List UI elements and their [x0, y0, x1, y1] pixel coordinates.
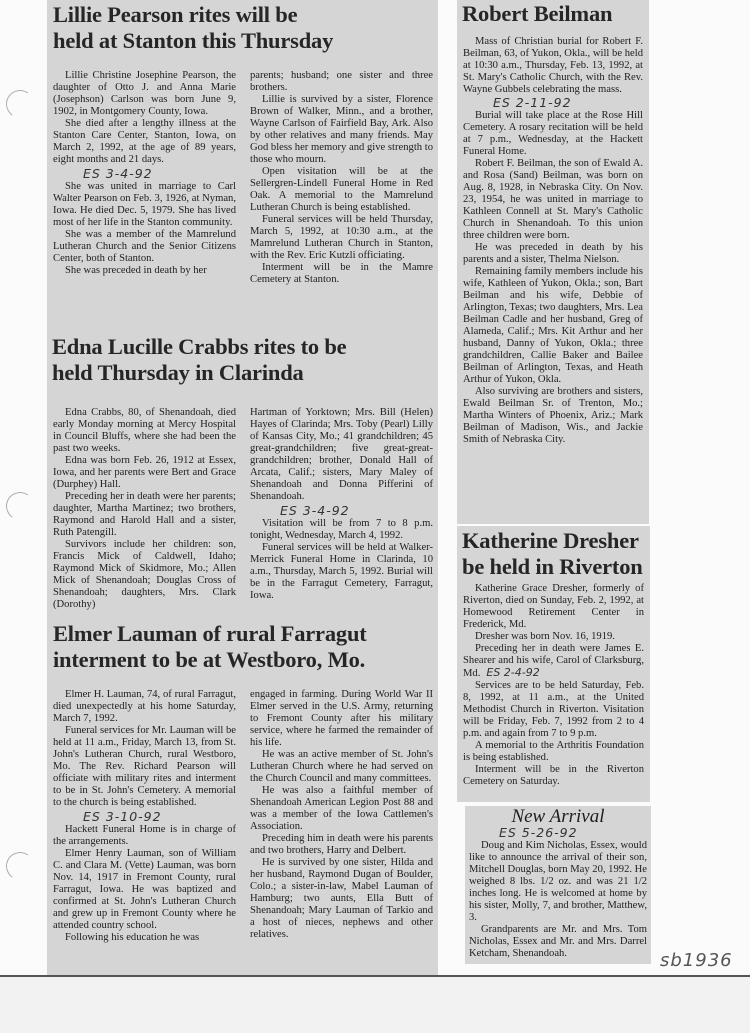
paragraph [53, 689, 236, 725]
paragraph [463, 158, 643, 242]
paragraph-text: He was also a faithful member of Shenandoah American Legion Post 88 and was a member of the Iowa Cattlemen's Association. [250, 785, 433, 832]
paragraph-text: Interment will be in the Riverton Cemetery on Saturday. [463, 764, 644, 787]
clipping-lauman [47, 619, 438, 975]
headline: Robert Beilman [462, 1, 613, 26]
paragraph [463, 680, 644, 740]
paragraph-text: Preceding him in death were his parents and two brothers, Harry and Delbert. [250, 833, 433, 856]
paragraph [469, 840, 647, 924]
headline: Edna Lucille Crabbs rites to be [52, 334, 347, 359]
paragraph-text: Open visitation will be at the Sellergren-Lindell Funeral Home in Red Oak. A memorial to the Mamrelund Lutheran Church is being established. [250, 166, 433, 213]
paragraph [463, 386, 643, 446]
paragraph-text: Elmer Henry Lauman, son of William C. and Clara M. (Vette) Lauman, was born Nov. 14, 1917 in Fremont County, rural Farragut, Iowa. He was baptized and confirmed at St. John's Lutheran Church and grew up in Fremont County where he attended country school. [53, 848, 236, 931]
paragraph-text: Funeral services for Mr. Lauman will be held at 11 a.m., Friday, March 13, from St. John's Lutheran Church, rural Westboro, Mo. The Rev. Richard Pearson will officiate with military rites and interment to be in St. John's Cemetery. A memorial to the church is being established. [53, 725, 236, 808]
article-body [469, 826, 647, 960]
clipping-new-arrival [465, 806, 651, 964]
paragraph-text: Also surviving are brothers and sisters, Ewald Beilman Sr. of Trenton, Mo.; Martha Winters of Phoenix, Ariz.; Mark Beilman of Madison, Wis., and Jackie Smith of Nebraska City. [463, 386, 643, 445]
paragraph-text: She was a member of the Mamrelund Lutheran Church and the Senior Citizens Center, both of Stanton. [53, 229, 236, 264]
column-left [53, 407, 236, 611]
paragraph-text: Remaining family members include his wife, Kathleen of Yukon, Okla.; son, Bart Beilman and his wife, Debbie of Arlington, Texas; two daughters, Mrs. Lea Beilman Cadle and her husband, Greg of Alameda, Calif.; Mrs. Kit Arthur and her husband, Danny of Yukon, Okla.; three grandchildren, Callie Baker and Bailee Beilman of Arlington, Texas, and Heath Arthur of Yukon, Okla. [463, 266, 643, 385]
paragraph [463, 631, 644, 643]
archive-number: sb1936 [660, 950, 733, 971]
handwritten-date-note: ES 2-4-92 [486, 666, 540, 679]
handwritten-date-note: ES 5-26-92 [499, 825, 578, 840]
headline: Lillie Pearson rites will be [53, 2, 298, 27]
paragraph [250, 94, 433, 166]
article-body [463, 583, 644, 788]
paragraph-text: engaged in farming. During World War II Elmer served in the U.S. Army, returning to Fremont County after his military service, where he farmed the remainder of his life. [250, 689, 433, 748]
paragraph-text: Hackett Funeral Home is in charge of the arrangements. [53, 824, 236, 847]
paragraph-text: Edna Crabbs, 80, of Shenandoah, died early Monday morning at Mercy Hospital in Council Bluffs, where she had been the past two weeks. [53, 407, 236, 454]
paragraph [53, 824, 236, 848]
paragraph [250, 166, 433, 214]
paragraph [53, 848, 236, 932]
paragraph [53, 118, 236, 166]
paragraph [250, 542, 433, 602]
paragraph [250, 833, 433, 857]
paragraph [463, 740, 644, 764]
paragraph-text: Dresher was born Nov. 16, 1919. [475, 631, 615, 642]
paragraph [250, 689, 433, 749]
paragraph-text: She was preceded in death by her [65, 265, 207, 276]
paragraph [469, 924, 647, 960]
paragraph [463, 242, 643, 266]
paragraph [250, 70, 433, 94]
paragraph [250, 214, 433, 262]
headline: Katherine Dresher [462, 528, 639, 553]
headline: held at Stanton this Thursday [53, 28, 334, 53]
handwritten-date-note: ES 2-11-92 [493, 95, 572, 110]
paragraph-text: Services are to be held Saturday, Feb. 8, 1992, at 11 a.m., at the United Methodist Church in Riverton. Visitation will be Friday, Feb. 7, 1992 from 2 to 4 p.m. and again from 7 to 9 p.m. [463, 680, 644, 739]
paragraph [463, 36, 643, 96]
paragraph [250, 262, 433, 286]
paragraph-text: Doug and Kim Nicholas, Essex, would like to announce the arrival of their son, Mitchell Douglas, born May 20, 1992. He weighed 8 lbs. 1/2 oz. and was 21 1/2 inches long. He is welcomed at home by his sister, Molly, 7, and brother, Matthew, 3. [469, 840, 648, 923]
paragraph-text: Preceding her in death were James E. Shearer and his wife, Carol of Clarksburg, Md. [463, 643, 644, 679]
column-left [53, 70, 236, 286]
paragraph [53, 455, 236, 491]
paragraph [53, 491, 236, 539]
paragraph-text: parents; husband; one sister and three brothers. [250, 70, 433, 93]
paragraph-text: Following his education he was [65, 932, 200, 943]
paragraph-text: He was preceded in death by his parents and a sister, Thelma Nielson. [463, 242, 643, 265]
clipping-crabbs [47, 332, 438, 619]
paragraph-text: Mass of Christian burial for Robert F. Beilman, 63, of Yukon, Okla., will be held at 10:30 a.m., Thursday, Feb. 13, 1992, at St. Mary's Catholic Church, with the Rev. Wayne Gubbels celebrating the mass. [463, 36, 643, 95]
handwritten-date-note: ES 3-4-92 [83, 166, 153, 181]
clipping-beilman [457, 0, 649, 524]
paragraph [250, 518, 433, 542]
article-body [463, 36, 643, 446]
column-right [250, 407, 433, 611]
paragraph-text: A memorial to the Arthritis Foundation is being established. [463, 740, 644, 763]
paragraph [53, 932, 236, 944]
paragraph-text: He was an active member of St. John's Lutheran Church where he had served on the Church Council and many committees. [250, 749, 433, 784]
paragraph [53, 265, 236, 277]
paragraph-text: Lillie Christine Josephine Pearson, the daughter of Otto J. and Anna Marie (Josephson) Carlson was born June 9, 1902, in Montgomery County, Iowa. [53, 70, 236, 117]
paragraph-text: Preceding her in death were her parents; daughter, Martha Martinez; two brothers, Raymond and Harold Hall and a sister, Ruth Patengill. [53, 491, 236, 538]
paragraph-text: Grandparents are Mr. and Mrs. Tom Nicholas, Essex and Mr. and Mrs. Darrel Ketcham, Shenandoah. [469, 924, 647, 959]
headline: Elmer Lauman of rural Farragut [53, 621, 367, 646]
paragraph-text: He is survived by one sister, Hilda and her husband, Raymond Dugan of Boulder, Colo.; a sister-in-law, Mabel Lauman of Hamburg; two aunts, Ella Butt of Shenandoah; Mary Lauman of Tarkio and a host of nieces, nephews and other relatives. [250, 857, 433, 940]
paragraph-text: Funeral services will be held Thursday, March 5, 1992, at 10:30 a.m., at the Mamrelund Lutheran Church in Stanton, with the Rev. Eric Kutzli officiating. [250, 214, 433, 261]
paragraph-text: Funeral services will be held at Walker-Merrick Funeral Home in Clarinda, 10 a.m., Thursday, March 5, 1992. Burial will be in the Farragut Cemetery, Farragut, Iowa. [250, 542, 433, 601]
paragraph [53, 229, 236, 265]
paragraph-text: Katherine Grace Dresher, formerly of Riverton, died on Sunday, Feb. 2, 1992, at Homewood Retirement Center in Frederick, Md. [463, 583, 644, 630]
paragraph-text: Interment will be in the Mamre Cemetery at Stanton. [250, 262, 433, 285]
headline: be held in Riverton [462, 554, 643, 579]
paragraph [250, 857, 433, 941]
paragraph [463, 583, 644, 631]
clipping-dresher [457, 526, 650, 802]
headline: New Arrival [511, 806, 605, 827]
paragraph-text: She was united in marriage to Carl Walter Pearson on Feb. 3, 1926, at Nyman, Iowa. He died Dec. 5, 1979. She has lived most of her life in the Stanton community. [53, 181, 236, 228]
paragraph [53, 725, 236, 809]
paragraph-text: Survivors include her children: son, Francis Mick of Caldwell, Idaho; Raymond Mick of Skidmore, Mo.; Allen Mick of Shenandoah; Douglas Cross of Shenandoah; daughters, Mrs. Clark (Dorothy) [53, 539, 236, 610]
paragraph-text: She died after a lengthy illness at the Stanton Care Center, Stanton, Iowa, on March 2, 1992, at the age of 89 years, eight months and 21 days. [53, 118, 236, 165]
paragraph [250, 785, 433, 833]
paragraph-text: Robert F. Beilman, the son of Ewald A. and Rosa (Sand) Beilman, was born on Aug. 8, 1928, in Nebraska City. On Nov. 23, 1954, he was united in marriage to Kathleen Connell at St. Mary's Catholic Church in Shenandoah. To this union three children were born. [463, 158, 643, 241]
paragraph [53, 181, 236, 229]
paragraph [53, 407, 236, 455]
paragraph [53, 70, 236, 118]
scanner-background [0, 977, 750, 1033]
column-right [250, 689, 433, 944]
paragraph-text: Burial will take place at the Rose Hill Cemetery. A rosary recitation will be held at 7 p.m., Wednesday, at the Hackett Funeral Home. [463, 110, 643, 157]
paragraph [53, 539, 236, 611]
clipping-pearson [47, 0, 438, 332]
paragraph [463, 643, 644, 680]
paragraph [463, 110, 643, 158]
column-left [53, 689, 236, 944]
paragraph [250, 407, 433, 503]
paragraph [463, 266, 643, 386]
paragraph-text: Lillie is survived by a sister, Florence Brown of Walker, Minn., and a brother, Wayne Carlson of Fairfield Bay, Ark. Also by other relatives and many friends. May God bless her memory and give strength to those who mourn. [250, 94, 433, 165]
headline: interment to be at Westboro, Mo. [53, 647, 366, 672]
paragraph-text: Hartman of Yorktown; Mrs. Bill (Helen) Hayes of Clarinda; Mrs. Toby (Pearl) Lilly of Kansas City, Mo.; 41 grandchildren; 45 great-grandchildren; five great-great-grandchildren; brother, Donald Hall of Arcata, Calif.; sisters, Mary Maley of Shenandoah and Donna Pifferini of Shenandoah. [250, 407, 433, 502]
paragraph-text: Visitation will be from 7 to 8 p.m. tonight, Wednesday, March 4, 1992. [250, 518, 433, 541]
headline: held Thursday in Clarinda [52, 360, 304, 385]
paragraph-text: Elmer H. Lauman, 74, of rural Farragut, died unexpectedly at his home Saturday, March 7, 1992. [53, 689, 236, 724]
paragraph-text: Edna was born Feb. 26, 1912 at Essex, Iowa, and her parents were Bert and Grace (Durphey) Hall. [53, 455, 236, 490]
handwritten-date-note: ES 3-10-92 [83, 809, 162, 824]
handwritten-date-note: ES 3-4-92 [280, 503, 350, 518]
column-right [250, 70, 433, 286]
paragraph [250, 749, 433, 785]
paragraph [463, 764, 644, 788]
